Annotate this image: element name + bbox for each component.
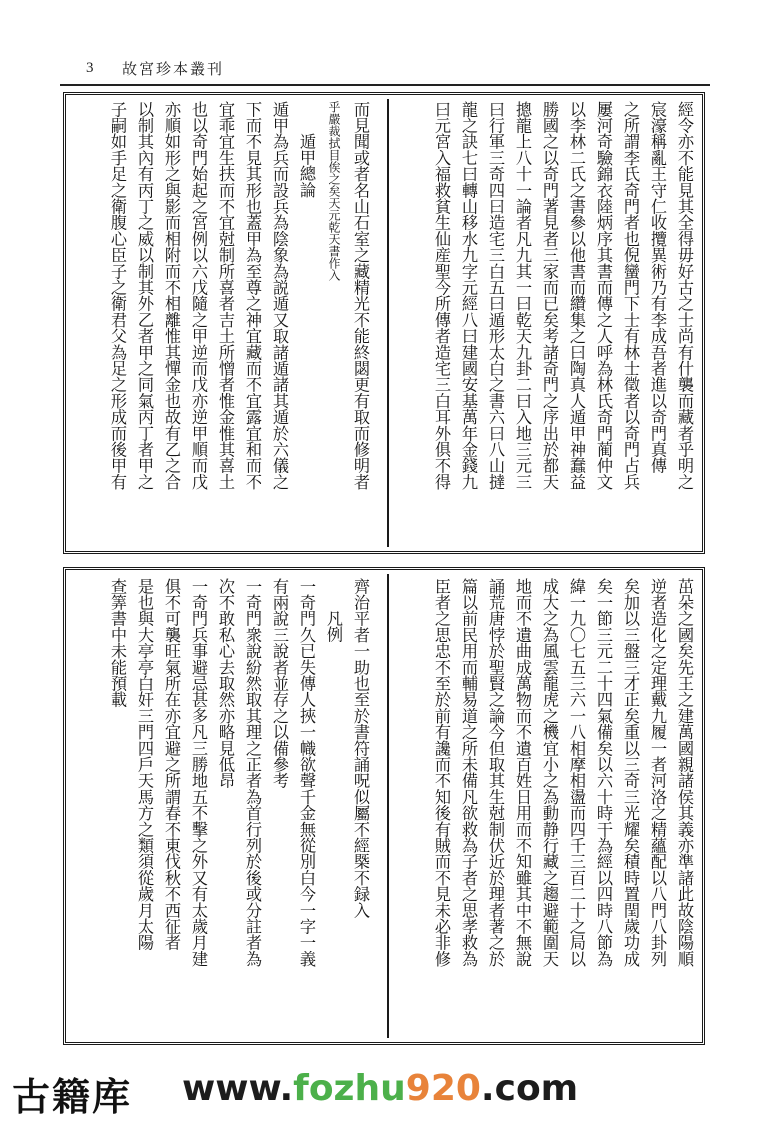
- bottom-text-panel: [63, 567, 705, 1045]
- text-column: 摠龍上八十一論者凡九其一曰乾天九卦二曰入地三元三: [513, 101, 532, 490]
- text-column: 亦順如形之與影而相附而不相離惟其憚金也故有乙之合: [162, 101, 181, 490]
- text-column: 曰元宮入福救貧生仙産聖今所傳者造宅三白耳外俱不得: [432, 101, 451, 490]
- text-column: 是也與大亭亭白奸三門四戶天馬方之類須從歲月太陽: [135, 578, 154, 951]
- page-number: 3: [86, 60, 94, 76]
- section-title: 遁甲總論: [297, 133, 316, 198]
- text-column: 成大之為風雲龍虎之機宜小之為動静行藏之趨避範圍天: [540, 578, 559, 967]
- center-fold-line: [387, 99, 389, 547]
- watermark-url-highlight-a: fozhu: [293, 1068, 406, 1109]
- bottom-right-text-block: [398, 578, 698, 1034]
- text-column: 逆者造化之定理戴九履一者河洛之精蘊配以八門八卦列: [648, 578, 667, 967]
- text-column: 一奇門久已失傳人挾一幟欲聲千金無從別白今一字一義: [297, 578, 316, 967]
- text-column: 茁朵之國矣先王之建萬國親諸侯其義亦準諸此故陰陽順: [675, 578, 694, 967]
- watermark-url-highlight-b: 920: [405, 1068, 481, 1109]
- book-title: 故宮珍本叢刊: [122, 60, 225, 78]
- header-rule: [60, 84, 710, 86]
- text-column: 勝國之以奇門著見者三家而已矣考諸奇門之序出於都天: [540, 101, 559, 490]
- section-title: 凡例: [324, 610, 343, 643]
- text-column-annotation: 乎嚴裁拭目俟之矣天元乾天書作入: [327, 101, 341, 281]
- watermark-url-prefix: www.: [182, 1068, 294, 1109]
- site-watermark: [12, 1066, 752, 1119]
- text-column: 宜乖宜生扶而不宜尅制所喜者吉土所憎者惟金惟其喜土: [216, 101, 235, 490]
- text-column: 而見聞或者名山石室之藏精光不能終閟更有取而修明者: [351, 101, 370, 490]
- text-column: 矣加以三盤三才正矣重以三奇三光耀矣積時置閏歲功成: [621, 578, 640, 967]
- text-column: 齊治平者一助也至於書符誦呪似屬不經槩不録入: [351, 578, 370, 919]
- text-column: 次不敢私心去取然亦略見低昂: [216, 578, 235, 789]
- text-column: 屢河奇驗錦衣陸炳序其書而傳之人呼為林氏奇門蔺仲文: [594, 101, 613, 490]
- text-column: 也以奇門始起之宮例以六戊隨之甲逆而戊亦逆甲順而戊: [189, 101, 208, 490]
- text-column: 查筭書中未能預載: [108, 578, 127, 708]
- text-column: 以李林二氏之書參以他書而纘集之曰陶真人遁甲神蠢益: [567, 101, 586, 490]
- text-column: 宸濠稱亂王守仁收攬異術乃有李成吾者進以奇門真傳: [648, 101, 667, 474]
- bottom-left-text-block: [74, 578, 374, 1034]
- text-column: 曰行軍三奇四曰造宅三白五曰遁形太白之書六曰八山撻: [486, 101, 505, 490]
- page-header: [60, 58, 710, 82]
- center-fold-line: [387, 574, 389, 1038]
- text-column: 有兩說三說者並存之以備參考: [270, 578, 289, 789]
- text-column: 之所謂李氏奇門者也倪蠻門下士有林士徵者以奇門占兵: [621, 101, 640, 490]
- text-column: 誦荒唐悖於聖賢之論今但取其生尅制伏近於理者著之於: [486, 578, 505, 967]
- top-text-panel: [63, 92, 705, 554]
- text-column: 經令亦不能見其全得毋好古之士尚有什襲而藏者乎明之: [675, 101, 694, 490]
- watermark-url-suffix: .com: [480, 1068, 579, 1109]
- text-column: 子嗣如手足之衛腹心臣子之衛君父為足之形成而後甲有: [108, 101, 127, 490]
- text-column: 遁甲為兵而設兵為陰象為説遁又取諸遁諸其遁於六儀之: [270, 101, 289, 490]
- top-right-text-block: [398, 101, 698, 547]
- text-column: 地而不遺曲成萬物而不遺百姓日用而不知雖其中不無說: [513, 578, 532, 967]
- text-column: 以制其內有丙丁之威以制其外乙者甲之同氣丙丁者甲之: [135, 101, 154, 490]
- text-column: 下而不見其形也蓋甲為至尊之神宜藏而不宜露宜和而不: [243, 101, 262, 490]
- watermark-url: [182, 1068, 578, 1109]
- text-column: 篇以前民用而輔易道之所未備凡欲救為子者之思孝救為: [459, 578, 478, 967]
- text-column: 臣者之思忠不至於前有讒而不知後有賊而不見未必非修: [432, 578, 451, 967]
- text-column: 緯一九〇七五三六一八相摩相盪而四千三百二十之局以: [567, 578, 586, 967]
- text-column: 龍之訣七曰轉山移水九字元經八曰建國安基萬年金錢九: [459, 101, 478, 490]
- text-column: 一奇門兵事避忌甚多凡三勝地五不擊之外又有太歲月建: [189, 578, 208, 967]
- text-column: 一奇門衆說紛然取其理之正者為首行列於後或分註者為: [243, 578, 262, 967]
- watermark-site-name: 古籍库: [12, 1075, 133, 1119]
- top-left-text-block: [74, 101, 374, 547]
- text-column: 俱不可襲旺氣所在亦宜避之所謂春不東伐秋不西征者: [162, 578, 181, 951]
- text-column: 矣一節三元二十四氣備矣以六十時干為經以四時八節為: [594, 578, 613, 967]
